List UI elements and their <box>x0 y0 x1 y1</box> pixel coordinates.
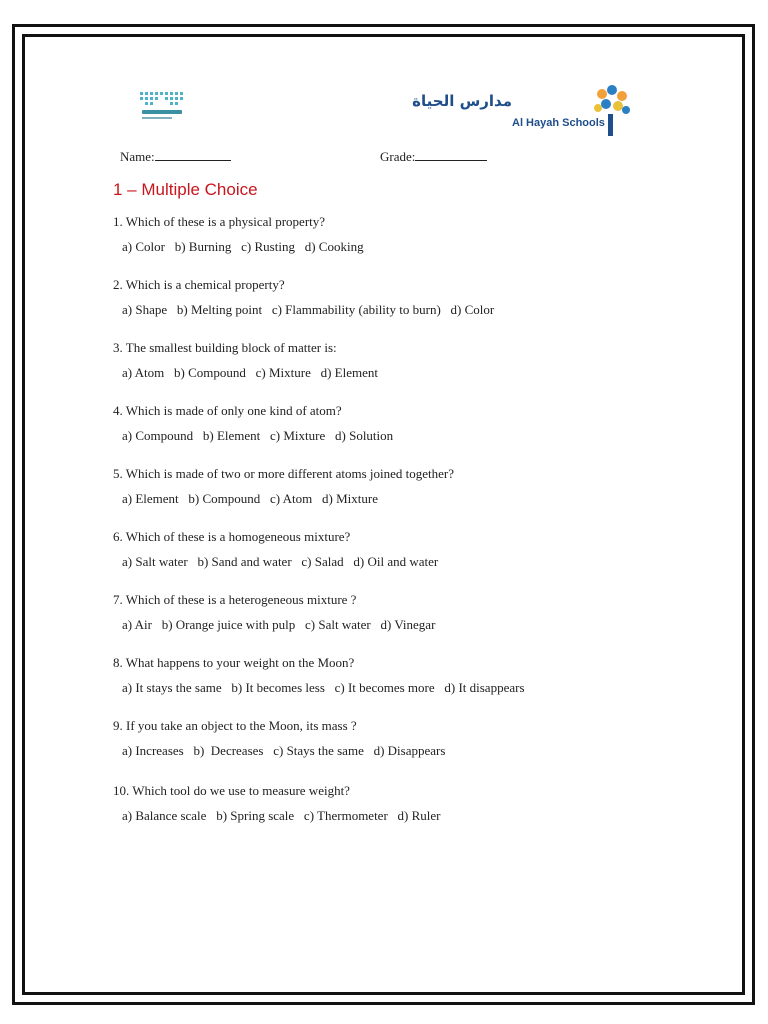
question-9: 9. If you take an object to the Moon, its mass ? <box>113 718 357 733</box>
svg-text:مدارس الحياة: مدارس الحياة <box>412 92 512 110</box>
question-1: 1. Which of these is a physical property? <box>113 214 326 229</box>
options-7: a) Air b) Orange juice with pulp c) Salt water d) Vinegar <box>122 617 436 632</box>
ministry-of-education-logo <box>138 88 188 128</box>
options-2: a) Shape b) Melting point c) Flammability (ability to burn) d) Color <box>122 302 495 317</box>
options-1: a) Color b) Burning c) Rusting d) Cooking <box>122 239 364 254</box>
question-8: 8. What happens to your weight on the Moon? <box>113 655 355 670</box>
svg-text:Al Hayah Schools: Al Hayah Schools <box>512 117 605 129</box>
question-2: 2. Which is a chemical property? <box>113 277 285 292</box>
question-4: 4. Which is made of only one kind of atom? <box>113 403 342 418</box>
name-blank[interactable] <box>155 148 231 161</box>
grade-field[interactable] <box>380 148 487 165</box>
grade-blank[interactable] <box>415 148 487 161</box>
question-5: 5. Which is made of two or more different atoms joined together? <box>113 466 455 481</box>
options-8: a) It stays the same b) It becomes less c) It becomes more d) It disappears <box>122 680 525 695</box>
question-6: 6. Which of these is a homogeneous mixture? <box>113 529 351 544</box>
al-hayah-schools-logo <box>412 84 632 138</box>
question-3: 3. The smallest building block of matter is: <box>113 340 337 355</box>
options-3: a) Atom b) Compound c) Mixture d) Element <box>122 365 378 380</box>
name-field[interactable] <box>120 148 231 165</box>
options-5: a) Element b) Compound c) Atom d) Mixture <box>122 491 378 506</box>
page-border-outer <box>12 24 755 1005</box>
question-10: 10. Which tool do we use to measure weight? <box>113 783 350 798</box>
options-9: a) Increases b) Decreases c) Stays the same d) Disappears <box>122 743 446 758</box>
question-7: 7. Which of these is a heterogeneous mixture ? <box>113 592 357 607</box>
grade-label: Grade: <box>380 149 416 164</box>
name-label: Name: <box>120 149 155 164</box>
options-10: a) Balance scale b) Spring scale c) Thermometer d) Ruler <box>122 808 441 823</box>
page-border-inner <box>22 34 745 995</box>
options-6: a) Salt water b) Sand and water c) Salad d) Oil and water <box>122 554 439 569</box>
section-title: 1 – Multiple Choice <box>113 180 258 199</box>
options-4: a) Compound b) Element c) Mixture d) Solution <box>122 428 394 443</box>
